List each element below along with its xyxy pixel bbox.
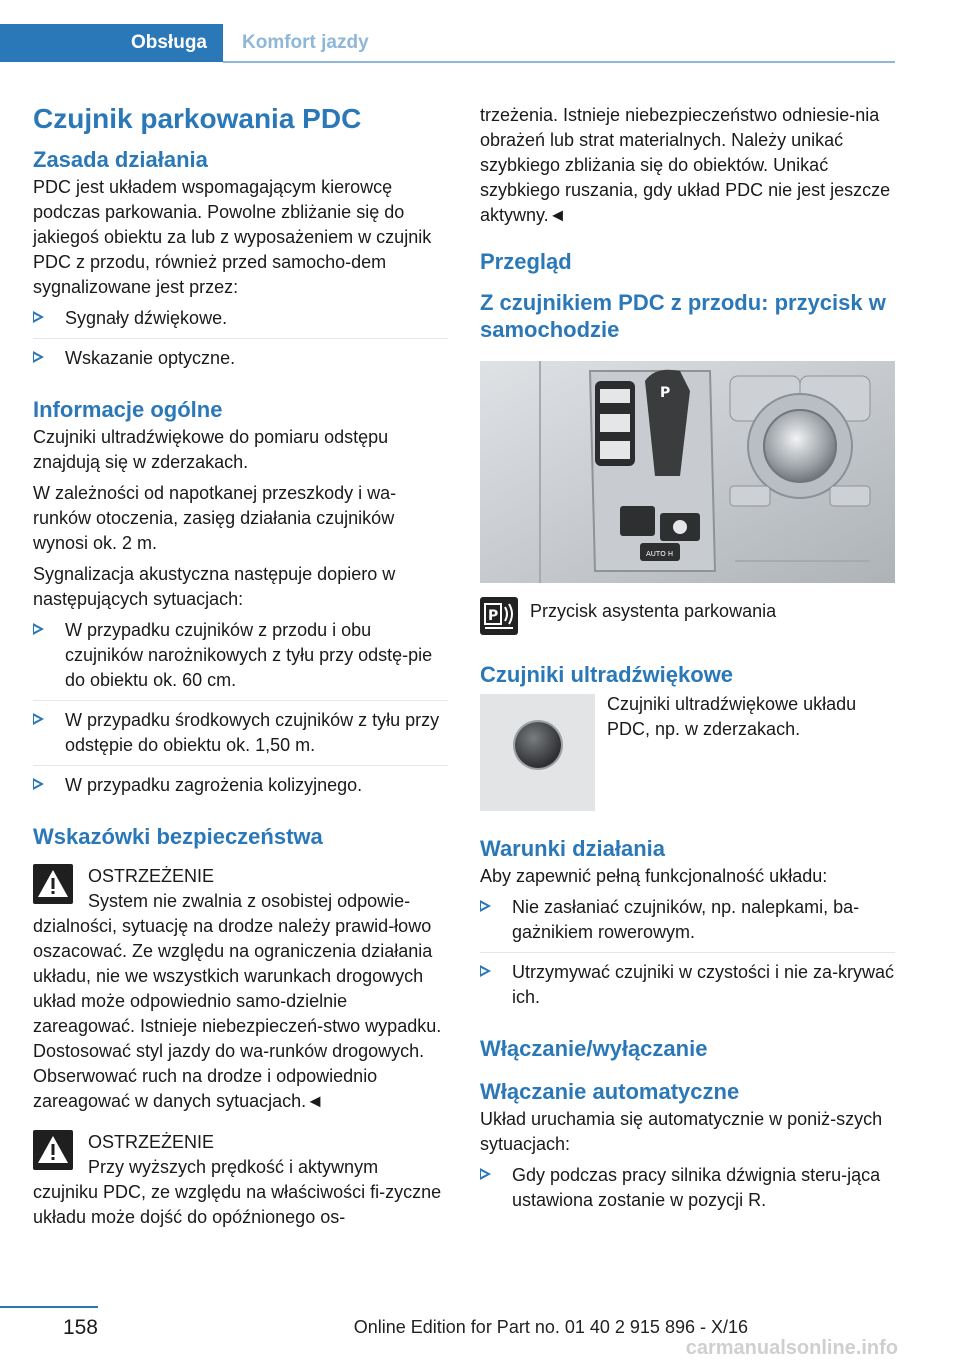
- paragraph: W zależności od napotkanej przeszkody i wa-runków otoczenia, zasięg działania czujników wynosi ok. 2 m.: [33, 483, 397, 553]
- paragraph: Aby zapewnić pełną funkcjonalność układu:: [480, 866, 828, 886]
- bullet-list: [480, 895, 895, 1017]
- page-title: Czujnik parkowania PDC: [33, 103, 362, 134]
- console-p-label: P: [660, 385, 671, 401]
- tab-obsluga[interactable]: Obsługa: [0, 24, 223, 62]
- bullet-icon: [33, 778, 44, 790]
- console-auto-label: AUTO H: [646, 550, 674, 558]
- bullet-icon: [33, 311, 44, 323]
- left-column: [33, 100, 448, 1230]
- list-item: Gdy podczas pracy silnika dźwignia steru-jąca ustawiona zostanie w pozycji R.: [480, 1163, 895, 1220]
- sensor-photo: [480, 694, 595, 811]
- warning-triangle-icon: [33, 1130, 73, 1170]
- list-item: Utrzymywać czujniki w czystości i nie za-krywać ich.: [480, 960, 895, 1017]
- section-heading-wskazowki: Wskazówki bezpieczeństwa: [33, 824, 323, 849]
- button-caption: Przycisk asystenta parkowania: [530, 601, 777, 621]
- sensor-block: [480, 694, 895, 811]
- warning-block: [33, 1130, 448, 1230]
- svg-text:P: P: [488, 608, 499, 624]
- page-header: [0, 24, 895, 62]
- warning-block: [33, 864, 448, 1114]
- list-item: W przypadku środkowych czujników z tyłu przy odstępie do obiektu ok. 1,50 m.: [33, 708, 448, 766]
- paragraph: Czujniki ultradźwiękowe do pomiaru odstępu znajdują się w zderzakach.: [33, 427, 389, 472]
- park-assist-button-icon: [480, 597, 518, 635]
- right-column: [480, 103, 895, 1227]
- bullet-icon: [33, 713, 44, 725]
- paragraph: Sygnalizacja akustyczna następuje dopiero w następujących sytuacjach:: [33, 564, 396, 609]
- warning-title: OSTRZEŻENIE: [88, 1132, 215, 1152]
- warning-triangle-icon: [33, 864, 73, 904]
- list-item: W przypadku czujników z przodu i obu czujników narożnikowych z tyłu przy odstę-pie do obiektu ok. 60 cm.: [33, 618, 448, 701]
- section-heading-przeglad: Przegląd: [480, 249, 572, 274]
- bullet-list: [33, 618, 448, 805]
- console-photo: [480, 361, 895, 583]
- sensor-description: Czujniki ultradźwiękowe układu PDC, np. w zderzakach.: [607, 694, 857, 739]
- section-heading-wlaczanie: Włączanie/wyłączanie: [480, 1036, 708, 1061]
- section-heading-czujniki: Czujniki ultradźwiękowe: [480, 662, 734, 687]
- section-heading-warunki: Warunki działania: [480, 836, 666, 861]
- paragraph: PDC jest układem wspomagającym kierowcę podczas parkowania. Powolne zbliżanie się do jakiegoś obiektu za lub z wyposażeniem w czujnik PDC z przodu, również przed samocho-dem sygnalizowane jest przez:: [33, 177, 432, 297]
- paragraph: Układ uruchamia się automatycznie w poniż-szych sytuacjach:: [480, 1109, 883, 1154]
- paragraph: trzeżenia. Istnieje niebezpieczeństwo odniesie-nia obrażeń lub strat materialnych. Należy unikać szybkiego zbliżania się do obiektów. Unikać szybkiego ruszania, gdy układ PDC nie jest jeszcze aktywny.◄: [480, 105, 891, 225]
- sensor-image: [515, 722, 561, 768]
- subsection-heading-automatyczne: Włączanie automatyczne: [480, 1079, 740, 1104]
- subsection-heading-przycisk: Z czujnikiem PDC z przodu: przycisk w samochodzie: [480, 290, 886, 342]
- button-legend: [480, 597, 895, 635]
- bullet-icon: [480, 1168, 491, 1180]
- list-item: Nie zasłaniać czujników, np. nalepkami, ba-gażnikiem rowerowym.: [480, 895, 895, 953]
- bullet-list: [33, 306, 448, 378]
- warning-text: System nie zwalnia z osobistej odpowie-dzialności, sytuację na drodze należy prawid-łowo oszacować. Ze względu na ograniczenia działania układu, nie we wszystkich warunkach drogowych układ może odpowiednio samo-dzielnie zareagować. Istnieje niebezpieczeń-stwo wypadku. Dostosować styl jazdy do wa-runków drogowych. Obserwować ruch na drodze i odpowiednio zareagować w danych sytuacjach.◄: [33, 891, 442, 1111]
- bullet-icon: [33, 351, 44, 363]
- footer-divider: [0, 1306, 98, 1308]
- section-heading-zasada: Zasada działania: [33, 147, 208, 172]
- tab-komfort-jazdy[interactable]: Komfort jazdy: [242, 32, 369, 53]
- page-number: 158: [62, 1316, 98, 1339]
- bullet-icon: [480, 965, 491, 977]
- bullet-icon: [33, 623, 44, 635]
- bullet-icon: [480, 900, 491, 912]
- bullet-list: [480, 1163, 895, 1220]
- edition-text: Online Edition for Part no. 01 40 2 915 896 - X/16: [353, 1317, 748, 1337]
- list-item: Sygnały dźwiękowe.: [33, 306, 448, 339]
- section-heading-informacje: Informacje ogólne: [33, 397, 223, 422]
- watermark: carmanualsonline.info: [685, 1337, 898, 1359]
- warning-title: OSTRZEŻENIE: [88, 866, 215, 886]
- list-item: Wskazanie optyczne.: [33, 346, 448, 378]
- warning-text: Przy wyższych prędkość i aktywnym czujniku PDC, ze względu na właściwości fi-zyczne układu może dojść do opóźnionego os-: [33, 1157, 442, 1227]
- header-divider: [223, 61, 895, 63]
- list-item: W przypadku zagrożenia kolizyjnego.: [33, 773, 448, 805]
